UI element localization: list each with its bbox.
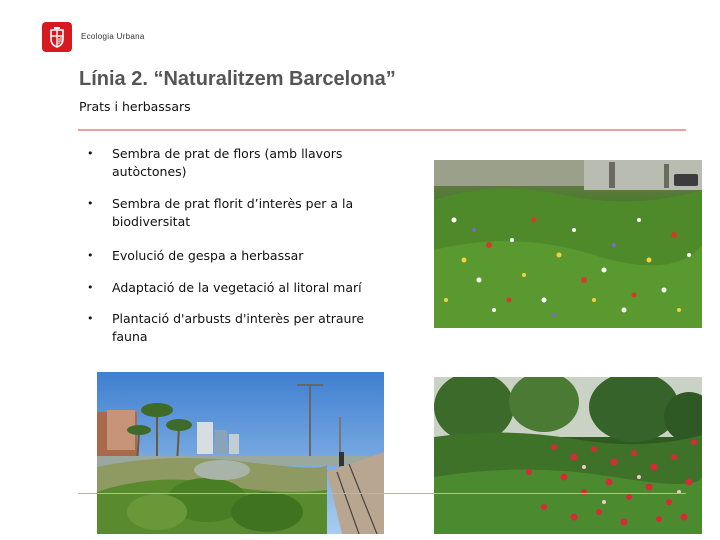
slide-title	[79, 68, 396, 91]
photo-flowering-shrubs	[434, 377, 702, 534]
bullet-item	[85, 279, 385, 297]
bullet-item	[85, 310, 385, 346]
top-divider	[78, 129, 686, 131]
org-name: Ecologia Urbana	[81, 32, 145, 41]
bullet-text: Evolució de gespa a herbassar	[112, 248, 304, 263]
bullet-glyph: •	[87, 312, 94, 325]
slide-subtitle: Prats i herbassars	[79, 99, 191, 114]
title-prefix: Línia 2	[79, 68, 143, 90]
bullet-item	[85, 247, 385, 265]
bullet-list	[85, 145, 385, 346]
bullet-text: Sembra de prat florit d’interès per a la biodiversitat	[112, 196, 354, 229]
bullet-glyph: •	[87, 197, 94, 210]
bullet-glyph: •	[87, 281, 94, 294]
bullet-item	[85, 145, 385, 181]
bullet-glyph: •	[87, 249, 94, 262]
photo-flower-meadow	[434, 160, 702, 328]
bullet-text: Sembra de prat de flors (amb llavors autòctones)	[112, 146, 343, 179]
photo-coastal-vegetation	[97, 372, 384, 534]
bottom-divider	[78, 493, 686, 494]
bullet-item	[85, 195, 385, 231]
title-rest: . “Naturalitzem Barcelona”	[142, 68, 396, 90]
barcelona-logo-icon	[42, 22, 72, 52]
bullet-text: Plantació d'arbusts d'interès per atraure fauna	[112, 311, 365, 344]
bullet-glyph: •	[87, 147, 94, 160]
bullet-text: Adaptació de la vegetació al litoral marí	[112, 280, 362, 295]
